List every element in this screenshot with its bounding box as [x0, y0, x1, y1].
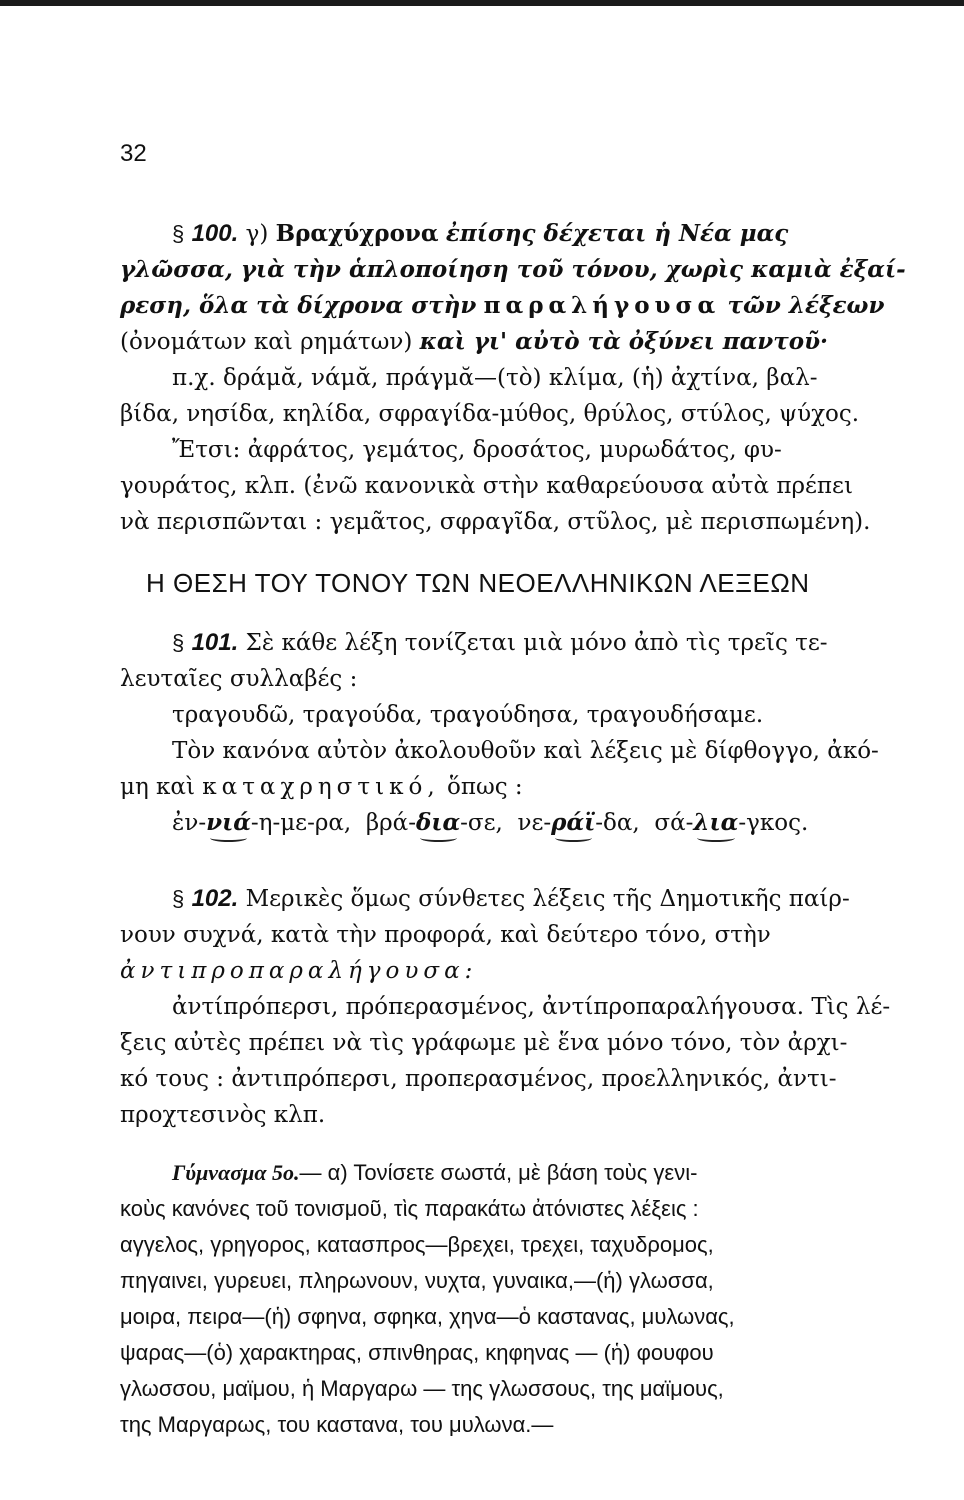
stressed-syllable: νιά	[206, 809, 251, 836]
s101-text: μη καὶ	[120, 774, 195, 800]
exercise-line-7: γλωσσου, μαϊμου, ἡ Μαργαρω — της γλωσσους, της μαϊμους,	[120, 1376, 724, 1401]
section-102	[120, 881, 890, 1133]
book-page	[120, 140, 906, 1443]
section-number: 100.	[191, 220, 239, 247]
section-sign: §	[172, 886, 185, 911]
s100-line-7: Ἔτσι: ἀφράτος, γεμάτος, δροσάτος, μυρωδάτος, φυ-	[172, 437, 782, 463]
chapter-heading: Η ΘΕΣΗ ΤΟΥ ΤΟΝΟΥ ΤΩΝ ΝΕΟΕΛΛΗΝΙΚΩΝ ΛΕΞΕΩΝ	[146, 568, 810, 598]
exercise-line-5: μοιρα, πειρα—(ἡ) σφηνα, σφηκα, χηνα—ὁ καστανας, μυλωνας,	[120, 1304, 735, 1329]
s100-text: γ)	[245, 221, 269, 247]
s100-bold-italic: ἐπίσης δέχεται ἡ Νέα μας	[445, 220, 789, 247]
section-number: 102.	[191, 885, 239, 912]
s100-spaced-term: παραλήγουσα	[483, 292, 721, 319]
exercise-5	[120, 1155, 890, 1443]
exercise-text: — α) Τονίσετε σωστά, μὲ βάση τοὺς γενι-	[299, 1160, 698, 1185]
scan-top-edge	[0, 0, 964, 6]
s101-line-5	[120, 769, 890, 805]
syllable-example	[366, 810, 503, 836]
s101-text: ὅπως :	[446, 774, 523, 800]
section-sign: §	[172, 221, 185, 246]
exercise-line-2: κοὺς κανόνες τοῦ τονισμοῦ, τὶς παρακάτω ἀτόνιστες λέξεις :	[120, 1196, 699, 1221]
section-sign: §	[172, 630, 185, 655]
exercise-line-1	[120, 1155, 890, 1191]
page-number: 32	[120, 140, 147, 167]
s100-line-1	[120, 216, 890, 252]
s102-line-7: προχτεσινὸς κλπ.	[120, 1102, 326, 1128]
s101-examples	[120, 805, 890, 841]
s100-line-8: γουράτος, κλπ. (ἐνῶ κανονικὰ στὴν καθαρεύουσα αὐτὰ πρέπει	[120, 473, 853, 499]
s102-line-6: κό τους : ἀντιπρόπερσι, προπερασμένος, προελληνικός, ἀντι-	[120, 1066, 837, 1092]
section-101	[120, 625, 890, 841]
s100-bold-italic: ρεση, ὅλα τὰ δίχρονα στὴν	[120, 292, 477, 319]
s100-line-4	[120, 324, 890, 360]
syllable: -γκος.	[738, 810, 809, 836]
exercise-line-8: της Μαργαρως, του καστανα, του μυλωνα.—	[120, 1412, 554, 1437]
exercise-line-6: ψαρας—(ὁ) χαρακτηρας, σπινθηρας, κηφηνας — (ἡ) φουφου	[120, 1340, 714, 1365]
syllable: νε-	[517, 810, 552, 836]
s100-line-9: νὰ περισπῶνται : γεμᾶτος, σφραγῖδα, στῦλος, μὲ περισπωμένη).	[120, 509, 871, 535]
s102-line-4: ἀντίπρόπερσι, πρόπερασμένος, ἀντίπροπαραλήγουσα. Τὶς λέ-	[172, 994, 891, 1020]
s100-line-3	[120, 288, 890, 324]
syllable: βρά-	[365, 810, 416, 836]
s101-spaced-term: καταχρηστικό,	[202, 774, 440, 800]
s100-line-6: βίδα, νησίδα, κηλίδα, σφραγίδα-μύθος, θρύλος, στύλος, ψύχος.	[120, 401, 860, 427]
exercise-title: Γύμνασμα 5ο.	[172, 1160, 300, 1185]
s101-line-2: λευταῖες συλλαβές :	[120, 666, 358, 692]
s102-line-2: νουν συχνά, κατὰ τὴν προφορά, καὶ δεύτερο τόνο, στὴν	[120, 922, 771, 948]
s101-line-4: Τὸν κανόνα αὐτὸν ἀκολουθοῦν καὶ λέξεις μὲ δίφθογγο, ἀκό-	[172, 738, 879, 764]
s100-line-2: γλῶσσα, γιὰ τὴν ἁπλοποίηση τοῦ τόνου, χωρὶς καμιὰ ἐξαί-	[120, 256, 906, 283]
s100-line-5: π.χ. δράμᾰ, νάμᾰ, πράγμᾰ—(τὸ) κλίμα, (ἡ) ἀχτίνα, βαλ-	[172, 365, 818, 391]
syllable: σά-	[654, 810, 694, 836]
s102-line-5: ξεις αὐτὲς πρέπει νὰ τὶς γράφωμε μὲ ἕνα μόνο τόνο, τὸν ἀρχι-	[120, 1030, 848, 1056]
syllable: -σε,	[460, 810, 503, 836]
s102-text: Μερικὲς ὅμως σύνθετες λέξεις τῆς Δημοτικῆς παίρ-	[245, 886, 850, 912]
stressed-syllable: δια	[415, 809, 461, 836]
stressed-syllable: λια	[693, 809, 739, 836]
s100-bold-italic: καὶ γι' αὐτὸ τὰ ὀξύνει παντοῦ·	[419, 328, 829, 355]
section-100	[120, 216, 906, 540]
s100-bold-term: Βραχύχρονα	[275, 220, 439, 247]
exercise-line-3: αγγελος, γρηγορος, κατασπρος—βρεχει, τρεχει, ταχυδρομος,	[120, 1232, 714, 1257]
s101-line-3: τραγουδῶ, τραγούδα, τραγούδησα, τραγουδήσαμε.	[172, 702, 764, 728]
s100-text: (ὀνομάτων καὶ ρημάτων)	[120, 329, 413, 355]
syllable-example	[172, 810, 351, 836]
stressed-syllable: ράϊ	[551, 809, 596, 836]
s102-line-3: ἀντιπροπαραλήγουσα:	[120, 958, 478, 984]
s101-text: Σὲ κάθε λέξη τονίζεται μιὰ μόνο ἀπὸ τὶς τρεῖς τε-	[245, 630, 828, 656]
s100-bold-italic: τῶν λέξεων	[727, 292, 885, 319]
syllable: -η-με-ρα,	[250, 810, 352, 836]
syllable: -δα,	[595, 810, 640, 836]
s101-line-1	[120, 625, 890, 661]
s102-line-1	[120, 881, 890, 917]
syllable-example	[517, 810, 639, 836]
exercise-line-4: πηγαινει, γυρευει, πληρωνουν, νυχτα, γυναικα,—(ἡ) γλωσσα,	[120, 1268, 714, 1293]
section-number: 101.	[191, 629, 239, 656]
syllable-example	[654, 810, 808, 836]
syllable: ἐν-	[172, 810, 207, 836]
